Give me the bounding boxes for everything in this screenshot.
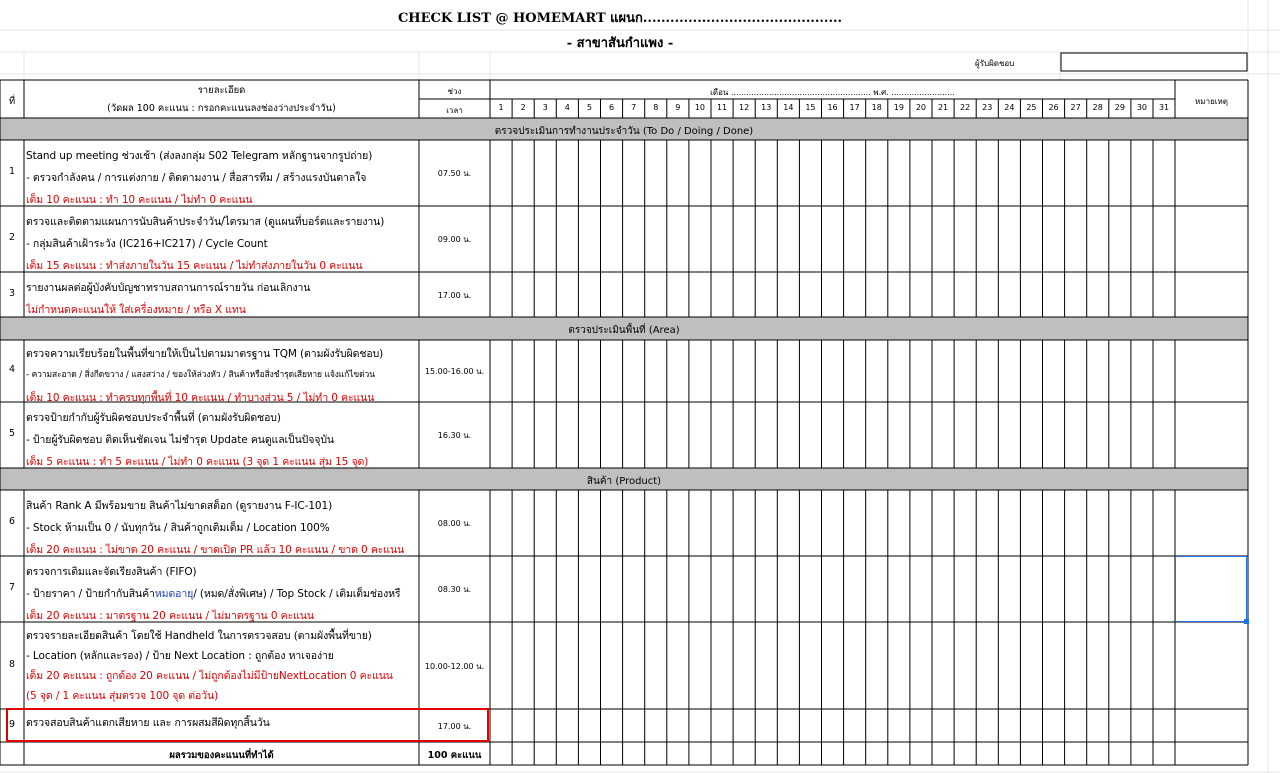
- row-detail: - ป้ายผู้รับผิดชอบ ติดเห็นชัดเจน ไม่ชำรุด Update คนดูแลเป็นปัจจุบัน: [26, 434, 334, 446]
- row-score-note: (5 จุด / 1 คะแนน สุ่มตรวจ 100 จุด ต่อวัน): [26, 690, 219, 702]
- day-header: 15: [805, 103, 816, 112]
- row-detail: - Stock ห้ามเป็น 0 / นับทุกวัน / สินค้าถูกเติมเต็ม / Location 100%: [26, 522, 330, 534]
- row-number: 6: [8, 516, 16, 527]
- row-title: ตรวจและติดตามแผนการนับสินค้าประจำวัน/ไตรมาส (ดูแผนที่บอร์ดและรายงาน): [26, 216, 385, 228]
- day-header: 18: [871, 103, 882, 112]
- day-header: 26: [1048, 103, 1059, 112]
- row-title: Stand up meeting ช่วงเช้า (ส่งลงกลุ่ม S02 Telegram หลักฐานจากรูปถ่าย): [26, 150, 373, 162]
- header-time-2: เวลา: [446, 106, 463, 115]
- sheet-title: CHECK LIST @ HOMEMART แผนก............................................: [397, 11, 843, 26]
- row-title: ตรวจความเรียบร้อยในพื้นที่ขายให้เป็นไปตามมาตรฐาน TQM (ตามผังรับผิดชอบ): [26, 348, 384, 360]
- row-score: เต็ม 20 คะแนน : ไม่ขาด 20 คะแนน / ขาดเปิด PR แล้ว 10 คะแนน / ขาด 0 คะแนน: [26, 544, 405, 556]
- row-detail-part: - ป้ายราคา / ป้ายกำกับสินค้า: [26, 588, 155, 600]
- day-header: 12: [739, 103, 750, 112]
- row-time: 08.30 น.: [437, 585, 472, 594]
- row-title: สินค้า Rank A มีพร้อมขาย สินค้าไม่ขาดสต็อก (ดูรายงาน F-IC-101): [26, 500, 333, 512]
- day-header: 3: [542, 103, 548, 112]
- row-number: 1: [8, 166, 16, 177]
- row-number: 3: [8, 287, 16, 299]
- row-detail: - ความสะอาด / สิ่งกีดขวาง / แสงสว่าง / ของให้ล่วงหัว / สินค้าหรือสิ่งชำรุดเสียหาย แจ้งแก้ไขด่วน: [26, 370, 375, 380]
- day-header: 11: [716, 103, 728, 112]
- row-score: เต็ม 15 คะแนน : ทำส่งภายในวัน 15 คะแนน / ไม่ทำส่งภายในวัน 0 คะแนน: [26, 260, 363, 272]
- day-header: 16: [827, 103, 838, 112]
- day-header: 31: [1158, 103, 1170, 112]
- row-detail: - กลุ่มสินค้าเฝ้าระวัง (IC216+IC217) / Cycle Count: [26, 238, 268, 250]
- day-header: 17: [849, 103, 860, 112]
- section-title: ตรวจประเมินพื้นที่ (Area): [568, 325, 680, 336]
- row-title: ตรวจรายละเอียดสินค้า โดยใช้ Handheld ในการตรวจสอบ (ตามผังพื้นที่ขาย): [26, 630, 372, 642]
- day-header: 19: [893, 103, 904, 112]
- day-header: 5: [586, 103, 592, 112]
- row-time: 08.00 น.: [437, 519, 472, 528]
- day-header: 28: [1092, 103, 1103, 112]
- row-title: ตรวจป้ายกำกับผู้รับผิดชอบประจำพื้นที่ (ตามผังรับผิดชอบ): [26, 412, 281, 424]
- section-title: ตรวจประเมินการทำงานประจำวัน (To Do / Doing / Done): [494, 126, 754, 137]
- row-time: 17.00 น.: [437, 721, 472, 731]
- row-time: 10.00-12.00 น.: [424, 661, 485, 671]
- row-time: 09.00 น.: [437, 235, 472, 244]
- day-header: 30: [1136, 103, 1148, 112]
- responsible-label: ผู้รับผิดชอบ: [975, 59, 1015, 68]
- section-title: สินค้า (Product): [586, 476, 662, 487]
- day-header: 4: [564, 103, 570, 112]
- row-title: ตรวจสอบสินค้าแตกเสียหาย และ การผสมสีผิดทุกสิ้นวัน: [26, 717, 270, 729]
- row-score: เต็ม 10 คะแนน : ทำ 10 คะแนน / ไม่ทำ 0 คะแนน: [26, 194, 253, 206]
- day-header: 2: [520, 103, 526, 112]
- day-header: 20: [915, 103, 927, 112]
- row-number: 8: [8, 658, 16, 670]
- row-title: รายงานผลต่อผู้บังคับบัญชาทราบสถานการณ์รายวัน ก่อนเลิกงาน: [26, 282, 311, 294]
- row-score: เต็ม 10 คะแนน : ทำครบทุกพื้นที่ 10 คะแนน / ทำบางส่วน 5 / ไม่ทำ 0 คะแนน: [26, 392, 375, 404]
- header-remark: หมายเหตุ: [1195, 97, 1228, 106]
- header-no: ที่: [8, 96, 16, 107]
- row-score: เต็ม 20 คะแนน : ถูกต้อง 20 คะแนน / ไม่ถูกต้องไม่มีป้ายNextLocation 0 คะแนน: [26, 670, 393, 682]
- fill-handle[interactable]: [1244, 619, 1249, 624]
- row-score: เต็ม 20 คะแนน : มาตรฐาน 20 คะแนน / ไม่มาตรฐาน 0 คะแนน: [26, 610, 314, 622]
- row-detail: - ตรวจกำลังคน / การแต่งกาย / ติดตามงาน / สื่อสารทีม / สร้างแรงบันดาลใจ: [26, 172, 367, 184]
- row-number: 4: [8, 364, 16, 375]
- day-header: 10: [694, 103, 706, 112]
- row-number: 9: [8, 718, 16, 730]
- row-time: 15.00-16.00 น.: [424, 367, 485, 376]
- day-header: 25: [1026, 103, 1037, 112]
- row-detail-part: / (หมด/สั่งพิเศษ) / Top Stock / เติมเต็มช่องหรื: [193, 588, 401, 600]
- header-detail: รายละเอียด: [197, 85, 246, 96]
- header-detail-note: (วัดผล 100 คะแนน : กรอกคะแนนลงช่องว่างประจำวัน): [107, 103, 336, 114]
- day-header: 9: [675, 103, 681, 112]
- row-detail: [26, 585, 418, 602]
- selected-cell: [1176, 557, 1247, 622]
- row-number: 5: [8, 428, 16, 439]
- day-header: 14: [783, 103, 794, 112]
- row-detail: - Location (หลักและรอง) / ป้าย Next Location : ถูกต้อง หาเจอง่าย: [26, 650, 334, 662]
- day-header: 13: [761, 103, 772, 112]
- row-number: 2: [8, 232, 16, 243]
- row-score: เต็ม 5 คะแนน : ทำ 5 คะแนน / ไม่ทำ 0 คะแนน (3 จุด 1 คะแนน สุ่ม 15 จุด): [26, 456, 369, 468]
- day-header: 6: [609, 103, 615, 112]
- day-header: 27: [1070, 103, 1081, 112]
- header-time: ช่วง: [447, 87, 462, 96]
- day-header: 1: [498, 103, 504, 112]
- day-header: 8: [653, 103, 659, 112]
- total-value: 100 คะแนน: [427, 750, 482, 761]
- day-header: 29: [1114, 103, 1125, 112]
- day-header: 7: [631, 103, 637, 112]
- branch-name: - สาขาสันกำแพง -: [566, 36, 674, 51]
- day-header: 23: [982, 103, 993, 112]
- row-time: 16.30 น.: [437, 431, 472, 440]
- total-label: ผลรวมของคะแนนที่ทำได้: [169, 750, 274, 761]
- day-header: 24: [1004, 103, 1015, 112]
- row-number: 7: [8, 582, 16, 593]
- header-month: เดือน ....................................................... พ.ศ. .........................: [710, 88, 955, 97]
- row-title: ตรวจการเติมและจัดเรียงสินค้า (FIFO): [26, 566, 197, 578]
- responsible-field: [1061, 53, 1247, 71]
- day-header: 21: [937, 103, 949, 112]
- row-time: 17.00 น.: [437, 290, 472, 300]
- row-time: 07.50 น.: [437, 169, 472, 178]
- row-detail-highlight: หมดอายุ: [154, 588, 194, 600]
- row-detail: ไม่กำหนดคะแนนให้ ใส่เครื่องหมาย / หรือ X แทน: [26, 304, 246, 316]
- day-header: 22: [960, 103, 971, 112]
